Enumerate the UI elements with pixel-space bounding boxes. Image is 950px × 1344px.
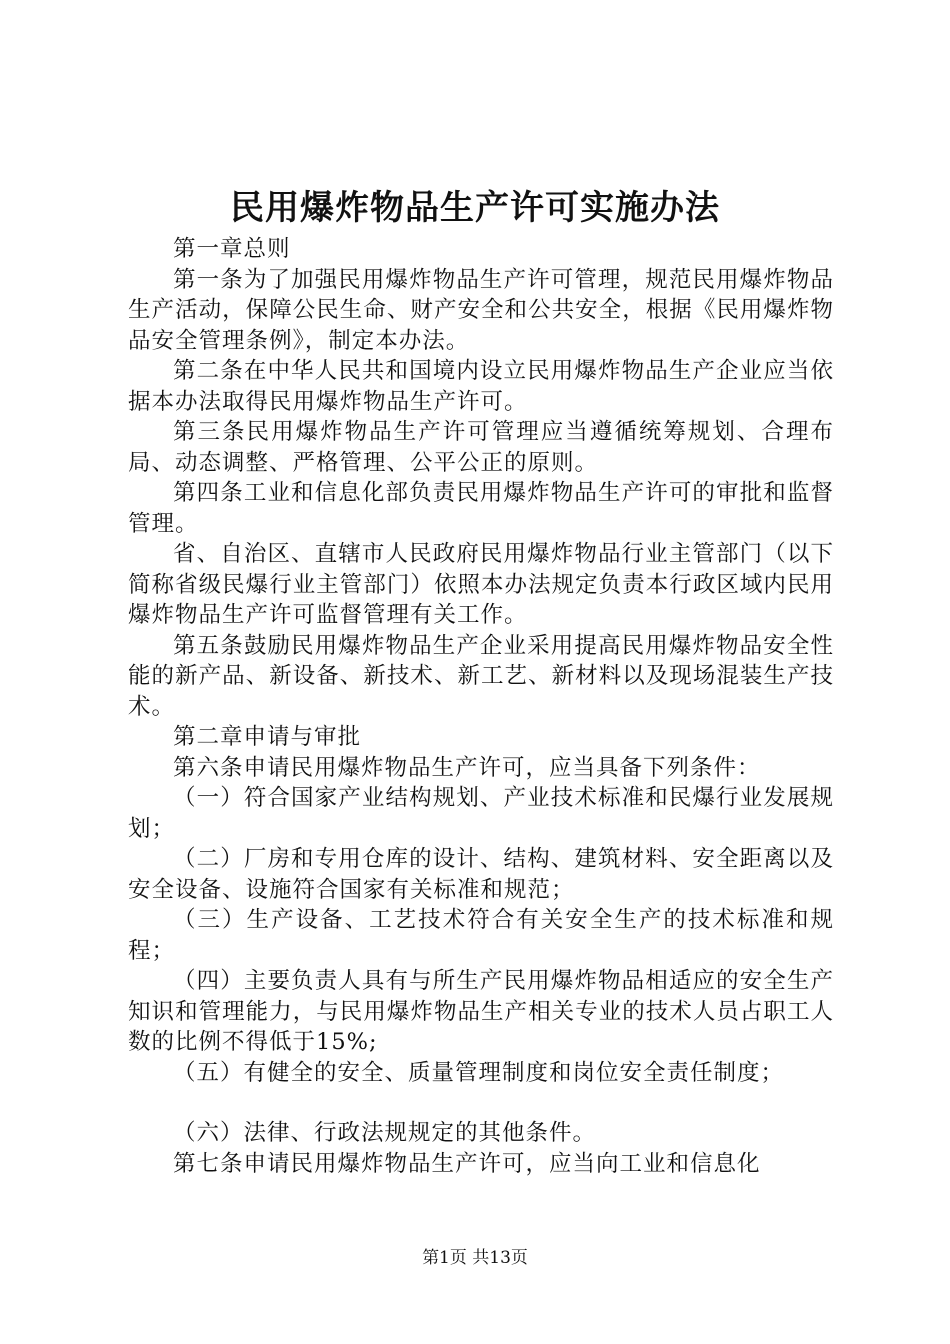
list-item: （三）生产设备、工艺技术符合有关安全生产的技术标准和规程； — [128, 907, 834, 964]
article-paragraph: 省、自治区、直辖市人民政府民用爆炸物品行业主管部门（以下简称省级民爆行业主管部门）依照本办法规定负责本行政区域内民用爆炸物品生产许可监督管理有关工作。 — [128, 541, 834, 628]
document-body — [128, 234, 834, 1179]
list-item: （二）厂房和专用仓库的设计、结构、建筑材料、安全距离以及安全设备、设施符合国家有关标准和规范； — [128, 846, 834, 903]
article-paragraph: 第一条为了加强民用爆炸物品生产许可管理，规范民用爆炸物品生产活动，保障公民生命、财产安全和公共安全，根据《民用爆炸物品安全管理条例》，制定本办法。 — [128, 266, 834, 354]
article-paragraph: 第三条民用爆炸物品生产许可管理应当遵循统筹规划、合理布局、动态调整、严格管理、公平公正的原则。 — [128, 419, 834, 476]
page-number: 第1页 共13页 — [422, 1248, 528, 1268]
list-item: （六）法律、行政法规规定的其他条件。 — [173, 1120, 597, 1146]
document-title: 民用爆炸物品生产许可实施办法 — [230, 188, 720, 228]
article-paragraph: 第二条在中华人民共和国境内设立民用爆炸物品生产企业应当依据本办法取得民用爆炸物品生产许可。 — [128, 358, 834, 415]
list-item: （五）有健全的安全、质量管理制度和岗位安全责任制度； — [173, 1059, 785, 1086]
list-item: （四）主要负责人具有与所生产民用爆炸物品相适应的安全生产知识和管理能力，与民用爆炸物品生产相关专业的技术人员占职工人数的比例不得低于15%; — [128, 968, 834, 1055]
article-paragraph: 第六条申请民用爆炸物品生产许可，应当具备下列条件： — [173, 754, 761, 781]
article-paragraph: 第五条鼓励民用爆炸物品生产企业采用提高民用爆炸物品安全性能的新产品、新设备、新技术、新工艺、新材料以及现场混装生产技术。 — [128, 632, 834, 720]
list-item: （一）符合国家产业结构规划、产业技术标准和民爆行业发展规划； — [128, 785, 834, 842]
chapter-heading: 第一章总则 — [173, 236, 291, 262]
article-paragraph: 第七条申请民用爆炸物品生产许可，应当向工业和信息化 — [173, 1150, 761, 1177]
article-paragraph: 第四条工业和信息化部负责民用爆炸物品生产许可的审批和监督管理。 — [128, 480, 834, 537]
chapter-heading: 第二章申请与审批 — [173, 724, 362, 750]
